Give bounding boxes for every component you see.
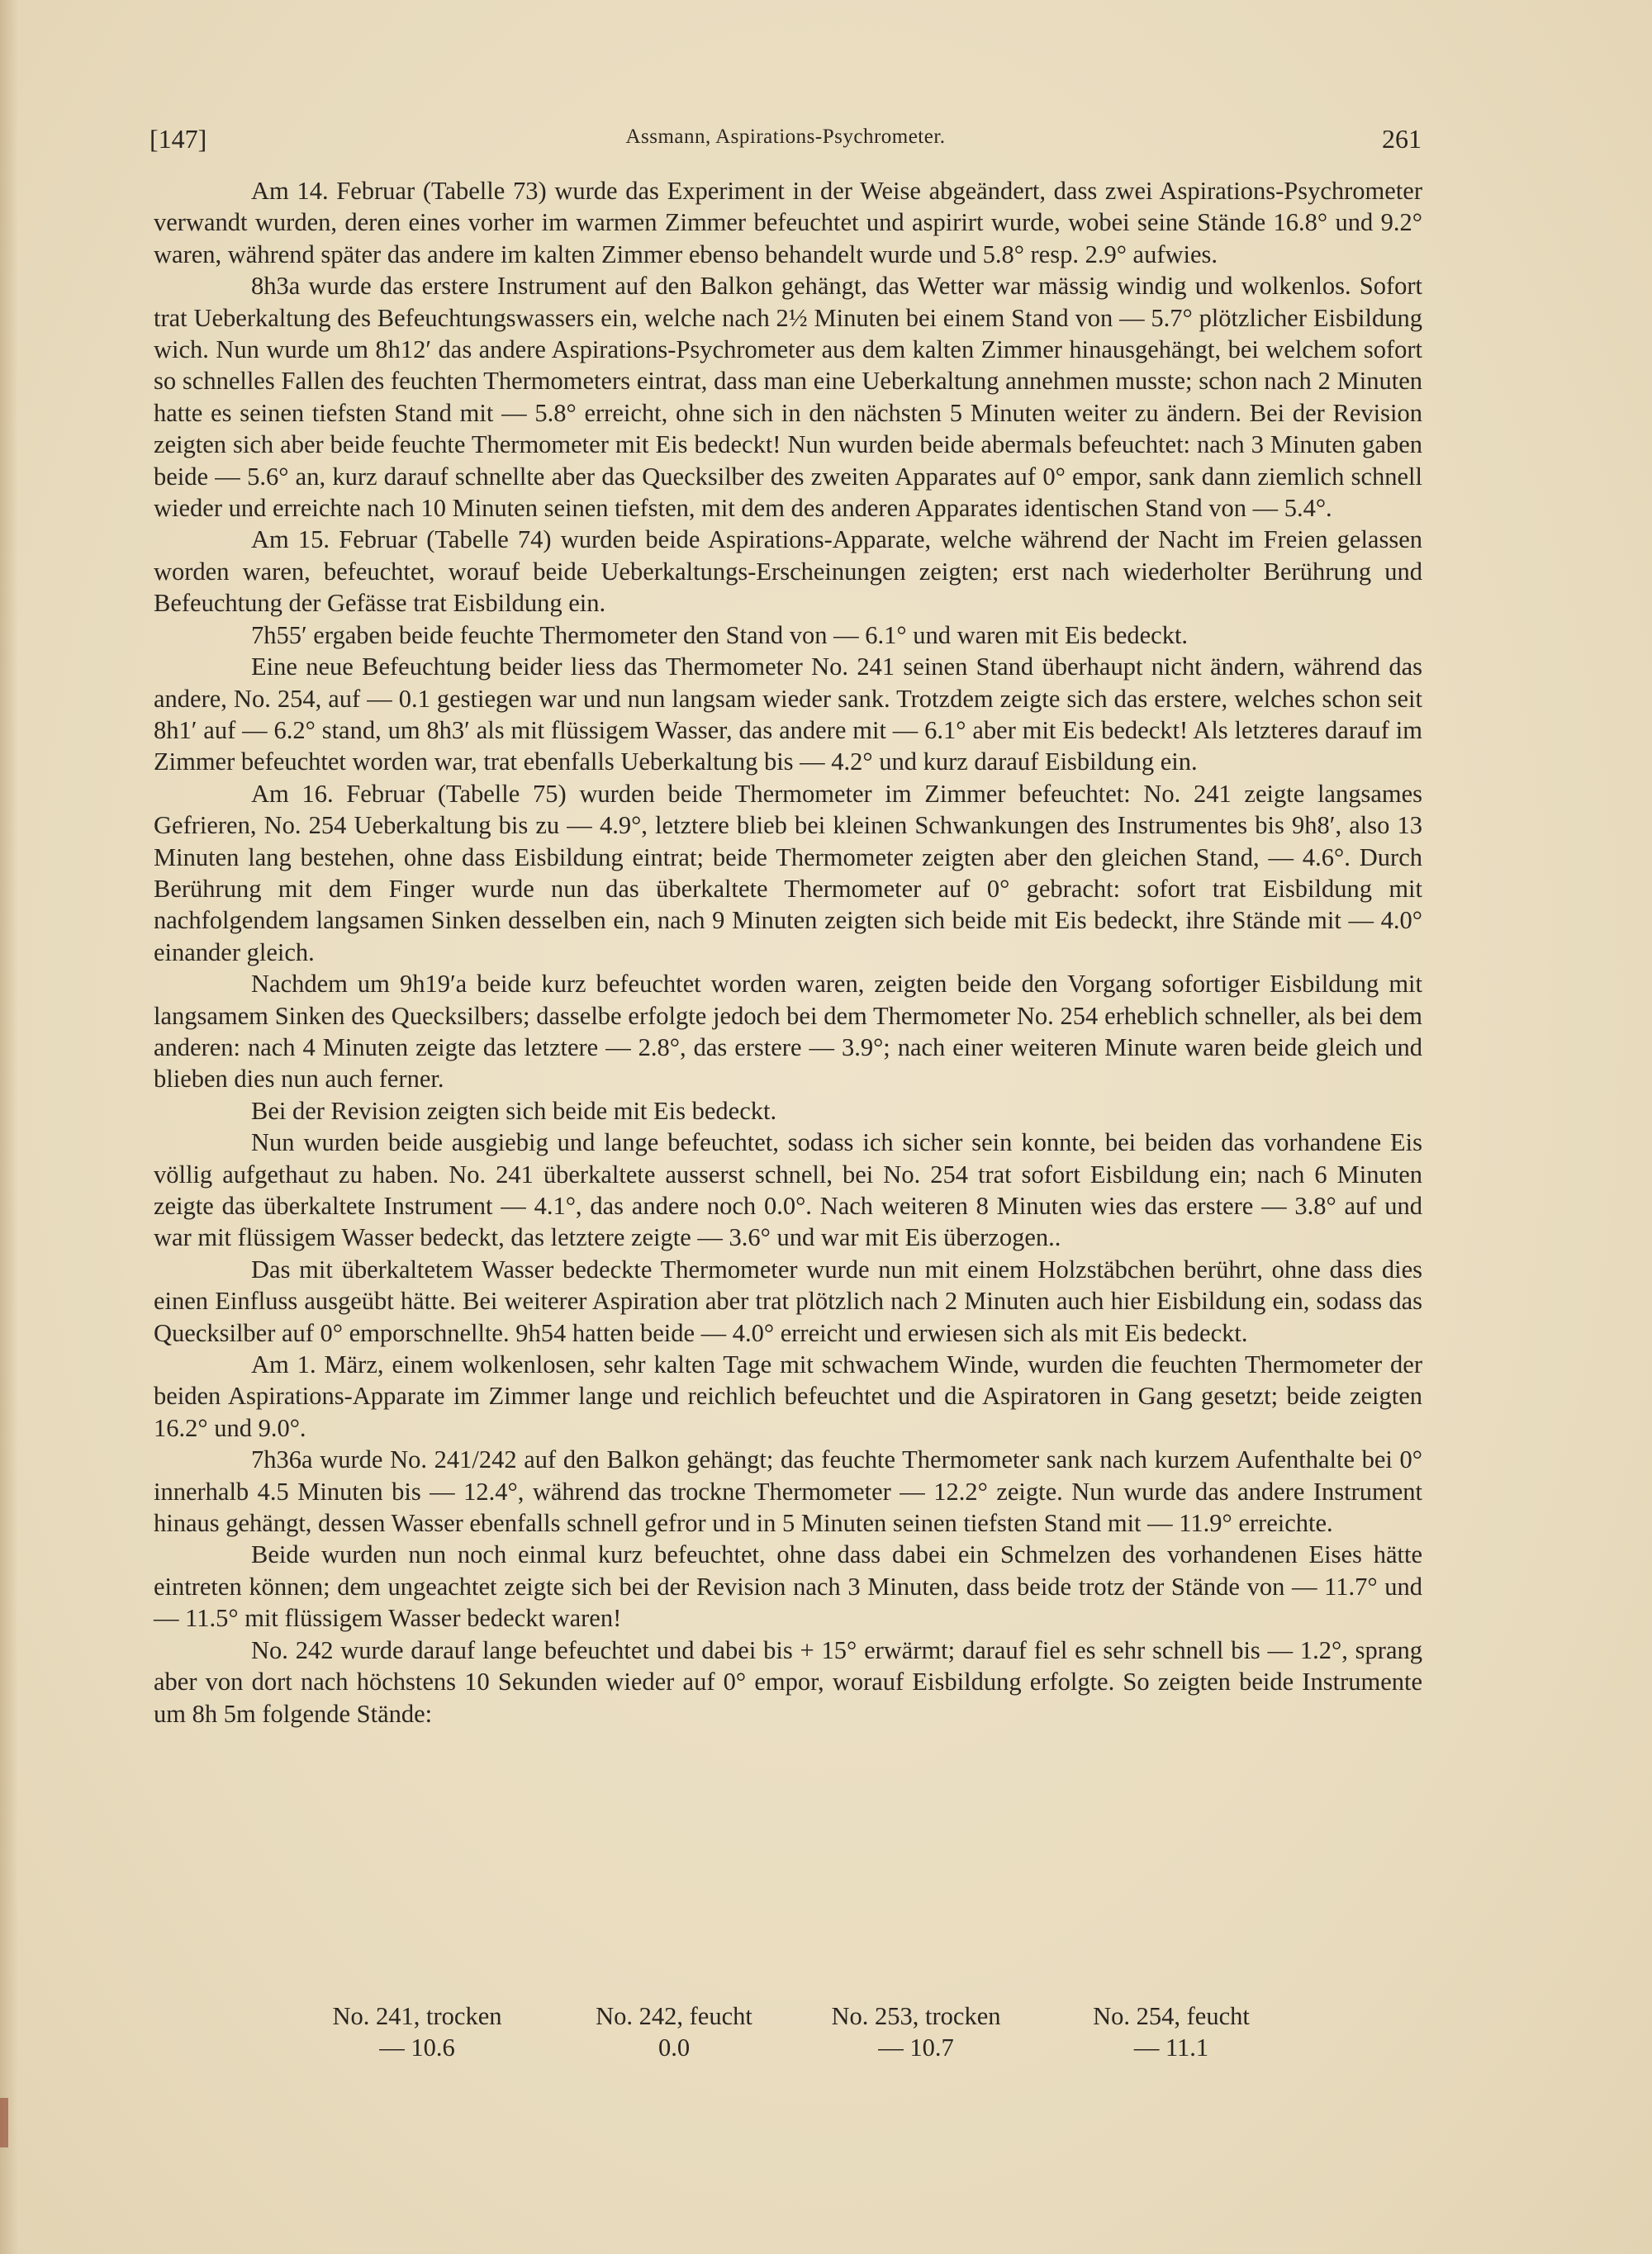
- paragraph: 8h3a wurde das erstere Instrument auf den Balkon gehängt, das Wetter war mässig windig und wolkenlos. Sofort trat Ueberkaltung des Befeuchtungswassers ein, welche nach 2½ Minuten bei einem Stand von — 5.7° plötzlicher Eisbildung wich. Nun wurde um 8h12′ das andere Aspirations-Psychrometer aus dem kalten Zimmer hinausgehängt, bei welchem sofort so schnelles Fallen des feuchten Thermometers eintrat, dass man eine Ueberkaltung annehmen musste; schon nach 2 Minuten hatte es seinen tiefsten Stand mit — 5.8° erreicht, ohne sich in den nächsten 5 Minuten weiter zu ändern. Bei der Revision zeigten sich aber beide feuchte Thermometer mit Eis bedeckt! Nun wurden beide abermals befeuchtet: nach 3 Minuten gaben beide — 5.6° an, kurz darauf schnellte aber das Quecksilber des zweiten Apparates auf 0° empor, sank dann ziemlich schnell wieder und erreichte nach 10 Minuten seinen tiefsten, mit dem des anderen Apparates identischen Stand von — 5.4°.: [154, 272, 1422, 523]
- body-text: [154, 175, 1422, 1730]
- page-number: 261: [1382, 124, 1422, 154]
- paragraph: Beide wurden nun noch einmal kurz befeuchtet, ohne dass dabei ein Schmelzen des vorhandenen Eises hätte eintreten können; dem ungeachtet zeigte sich bei der Revision nach 3 Minuten, dass beide trotz der Stände von — 11.7° und — 11.5° mit flüssigem Wasser bedeckt waren!: [154, 1540, 1422, 1633]
- reading-label: No. 242, feucht: [596, 2002, 752, 2030]
- reading-value: — 10.6: [379, 2033, 455, 2062]
- paragraph: 7h55′ ergaben beide feuchte Thermometer den Stand von — 6.1° und waren mit Eis bedeckt.: [251, 620, 1189, 649]
- reading-value: 0.0: [657, 2033, 691, 2062]
- reading-label: No. 253, trocken: [831, 2002, 1001, 2030]
- paragraph: Nun wurden beide ausgiebig und lange befeuchtet, sodass ich sicher sein konnte, bei beiden das vorhandene Eis völlig aufgethaut zu haben. No. 241 überkaltete ausserst schnell, bei No. 254 trat sofort Eisbildung ein; nach 6 Minuten zeigte das überkaltete Instrument — 4.1°, das andere noch 0.0°. Nach weiteren 8 Minuten wies das erstere — 3.8° auf und war mit flüssigem Wasser bedeckt, das letztere zeigte — 3.6° und war mit Eis überzogen..: [154, 1128, 1422, 1252]
- reading-label: No. 241, trocken: [332, 2002, 502, 2030]
- paragraph: Bei der Revision zeigten sich beide mit Eis bedeckt.: [251, 1096, 777, 1125]
- paragraph: Das mit überkaltetem Wasser bedeckte Thermometer wurde nun mit einem Holzstäbchen berührt, ohne dass dies einen Einfluss ausgeübt hätte. Bei weiterer Aspiration aber trat plötzlich nach 2 Minuten auch hier Eisbildung ein, sodass das Quecksilber auf 0° emporschnellte. 9h54 hatten beide — 4.0° erreicht und erwiesen sich als mit Eis bedeckt.: [154, 1255, 1422, 1347]
- edge-stain: [0, 2098, 8, 2147]
- readings-table: [154, 2000, 1422, 2064]
- paragraph: 7h36a wurde No. 241/242 auf den Balkon gehängt; das feuchte Thermometer sank nach kurzem Aufenthalte bei 0° innerhalb 4.5 Minuten bis — 12.4°, während das trockne Thermometer — 12.2° zeigte. Nun wurde das andere Instrument hinaus gehängt, dessen Wasser ebenfalls schnell gefror und in 5 Minuten seinen tiefsten Stand mit — 11.9° erreichte.: [154, 1445, 1422, 1538]
- reading-value: — 10.7: [878, 2033, 954, 2062]
- readings-label-row: [154, 2000, 1422, 2032]
- header-section-number: [147]: [150, 124, 207, 154]
- paragraph: Am 14. Februar (Tabelle 73) wurde das Experiment in der Weise abgeändert, dass zwei Aspirations-Psychrometer verwandt wurden, deren eines vorher im warmen Zimmer befeuchtet und aspirirt wurde, wobei seine Stände 16.8° und 9.2° waren, während später das andere im kalten Zimmer ebenso behandelt wurde und 5.8° resp. 2.9° aufwies.: [154, 177, 1422, 268]
- readings-value-row: [154, 2032, 1422, 2063]
- paragraph: Am 16. Februar (Tabelle 75) wurden beide Thermometer im Zimmer befeuchtet: No. 241 zeigte langsames Gefrieren, No. 254 Ueberkaltung bis zu — 4.9°, letztere blieb bei kleinen Schwankungen des Instrumentes bis 9h8′, also 13 Minuten lang bestehen, ohne dass Eisbildung eintrat; beide Thermometer zeigten aber den gleichen Stand, — 4.6°. Durch Berührung mit dem Finger wurde nun das überkaltete Thermometer auf 0° gebracht: sofort trat Eisbildung mit nachfolgendem langsamen Sinken desselben ein, nach 9 Minuten zeigten sich beide mit Eis bedeckt, ihre Stände mit — 4.0° einander gleich.: [154, 779, 1422, 966]
- reading-label: No. 254, feucht: [1093, 2002, 1250, 2030]
- header-title: Assmann, Aspirations-Psychrometer.: [625, 126, 946, 148]
- running-header: [150, 124, 1422, 157]
- paragraph: Eine neue Befeuchtung beider liess das Thermometer No. 241 seinen Stand überhaupt nicht ändern, während das andere, No. 254, auf — 0.1 gestiegen war und nun langsam wieder sank. Trotzdem zeigte sich das erstere, welches schon seit 8h1′ auf — 6.2° stand, um 8h3′ als mit flüssigem Wasser, das andere mit — 6.1° aber mit Eis bedeckt! Als letzteres darauf im Zimmer befeuchtet worden war, trat ebenfalls Ueberkaltung bis — 4.2° und kurz darauf Eisbildung ein.: [154, 652, 1422, 776]
- page-edge-shadow: [0, 0, 18, 2254]
- paragraph: Am 1. März, einem wolkenlosen, sehr kalten Tage mit schwachem Winde, wurden die feuchten Thermometer der beiden Aspirations-Apparate im Zimmer lange und reichlich befeuchtet und die Aspiratoren in Gang gesetzt; beide zeigten 16.2° und 9.0°.: [154, 1350, 1422, 1442]
- paragraph: Nachdem um 9h19′a beide kurz befeuchtet worden waren, zeigten beide den Vorgang sofortiger Eisbildung mit langsamem Sinken des Quecksilbers; dasselbe erfolgte jedoch bei dem Thermometer No. 254 erheblich schneller, als bei dem anderen: nach 4 Minuten zeigte das letztere — 2.8°, das erstere — 3.9°; nach einer weiteren Minute waren beide gleich und blieben dies nun auch ferner.: [154, 970, 1422, 1094]
- paragraph: Am 15. Februar (Tabelle 74) wurden beide Aspirations-Apparate, welche während der Nacht im Freien gelassen worden waren, befeuchtet, worauf beide Ueberkaltungs-Erscheinungen zeigten; erst nach wiederholter Berührung und Befeuchtung der Gefässe trat Eisbildung ein.: [154, 525, 1422, 618]
- reading-value: — 11.1: [1133, 2033, 1209, 2062]
- paragraph: No. 242 wurde darauf lange befeuchtet und dabei bis + 15° erwärmt; darauf fiel es sehr schnell bis — 1.2°, sprang aber von dort nach höchstens 10 Sekunden wieder auf 0° empor, worauf Eisbildung erfolgte. So zeigten beide Instrumente um 8h 5m folgende Stände:: [154, 1635, 1422, 1728]
